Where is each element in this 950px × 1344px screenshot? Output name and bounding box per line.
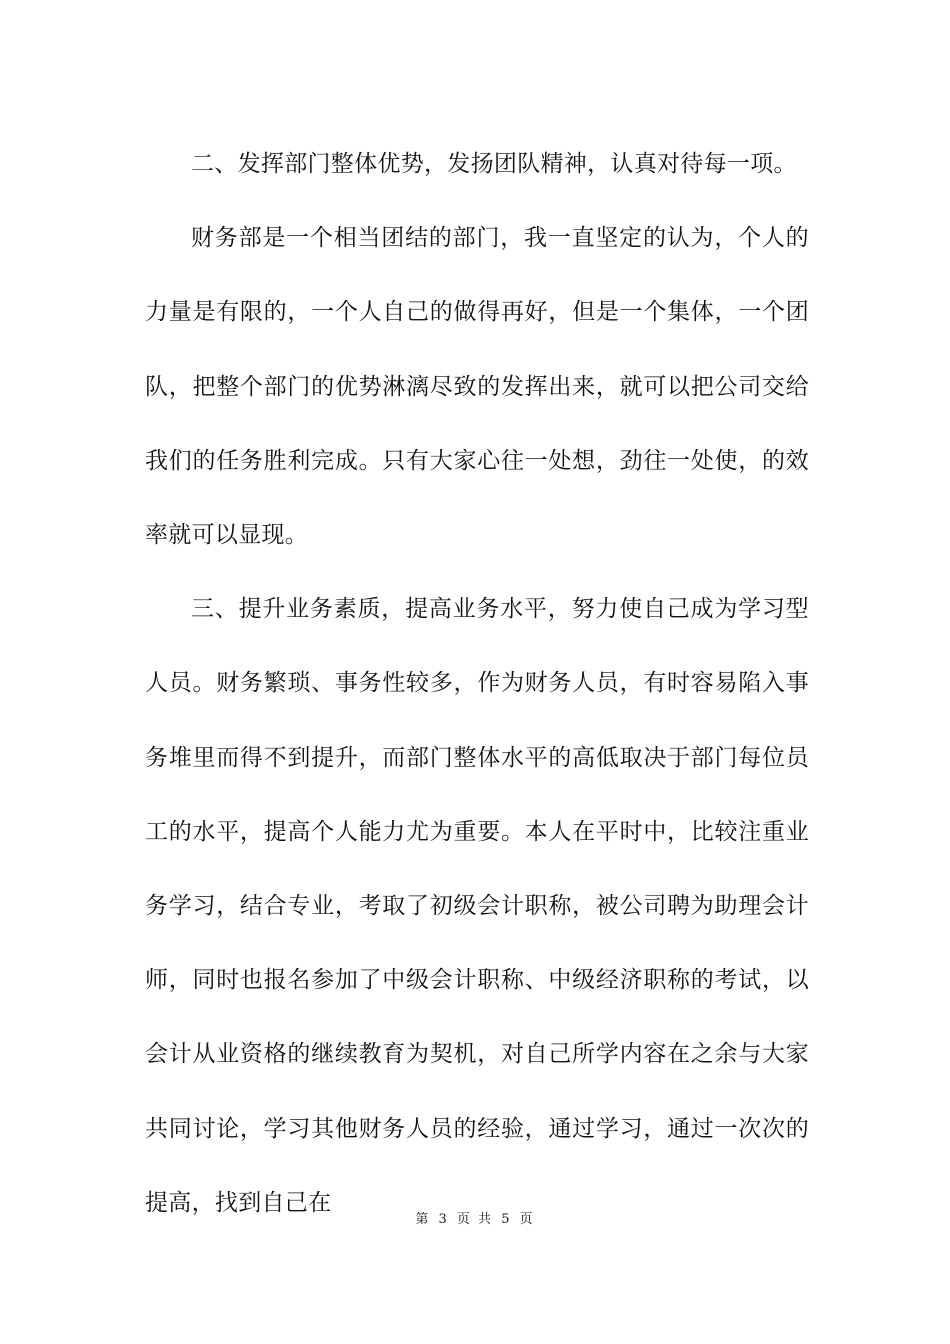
paragraph-section-three: 三、提升业务素质，提高业务水平，努力使自己成为学习型人员。财务繁琐、事务性较多，作为财务人员，有时容易陷入事务堆里而得不到提升，而部门整体水平的高低取决于部门每位员工的水平，提高个人能力尤为重要。本人在平时中，比较注重业务学习，结合专业，考取了初级会计职称，被公司聘为助理会计师，同时也报名参加了中级会计职称、中级经济职称的考试，以会计从业资格的继续教育为契机，对自己所学内容在之余与大家共同讨论，学习其他财务人员的经验，通过学习，通过一次次的提高，找到自己在 — [145, 596, 809, 1216]
footer-total-pages: 5 — [501, 1212, 512, 1227]
footer-mid: 页 共 — [456, 1212, 494, 1227]
paragraph-teamwork: 财务部是一个相当团结的部门，我一直坚定的认为，个人的力量是有限的，一个人自己的做得再好，但是一个集体，一个团队，把整个部门的优势淋漓尽致的发挥出来，就可以把公司交给我们的任务胜利完成。只有大家心往一处想，劲往一处使，的效率就可以显现。 — [145, 225, 809, 549]
paragraph-section-two-heading: 二、发挥部门整体优势，发扬团队精神，认真对待每一项。 — [191, 151, 797, 177]
page-footer — [0, 1208, 950, 1227]
footer-current-page: 3 — [438, 1212, 449, 1227]
footer-prefix: 第 — [415, 1212, 431, 1227]
document-body — [145, 127, 809, 1240]
footer-suffix: 页 — [519, 1212, 535, 1227]
